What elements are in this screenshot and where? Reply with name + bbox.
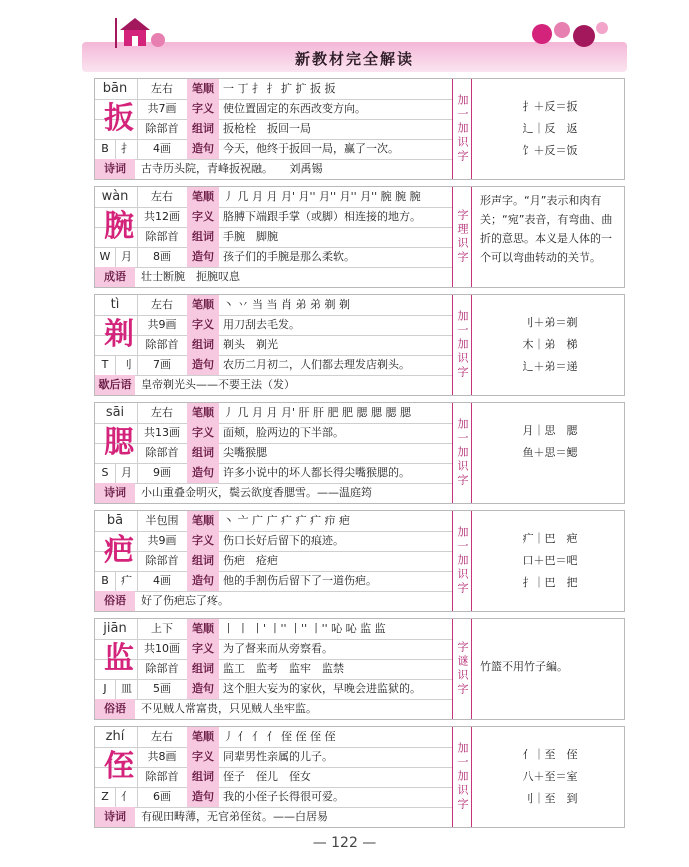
- remaining-strokes: 6画: [153, 790, 171, 803]
- side-label: 字谜识字: [456, 641, 469, 697]
- radical: 刂: [121, 358, 132, 371]
- meaning: 同辈男性亲属的儿子。: [223, 750, 333, 763]
- remaining-strokes: 5画: [153, 682, 171, 695]
- notes-panel: [472, 619, 622, 719]
- stroke-label: 笔顺: [187, 403, 219, 423]
- radical: 扌: [121, 142, 132, 155]
- example-sentence: 他的手割伤后留下了一道伤疤。: [223, 574, 377, 587]
- meaning: 面颊，脸两边的下半部。: [223, 426, 344, 439]
- radical: 疒: [121, 574, 132, 587]
- side-label: 字理识字: [456, 209, 469, 265]
- side-label: 加一加识字: [456, 526, 469, 596]
- initial-letter: T: [101, 358, 109, 371]
- pinyin: zhí: [105, 729, 125, 744]
- page-title: 新教材完全解读: [294, 50, 414, 68]
- side-label: 加一加识字: [456, 94, 469, 164]
- main-character: 腕: [104, 209, 134, 244]
- stroke-order: 丶 丷 当 当 肖 弟 弟 剃 剃: [223, 298, 350, 311]
- note-formula: 月｜思 腮: [522, 424, 578, 437]
- extra-text: 皇帝剃光头——不要王法（发）: [141, 378, 295, 391]
- example-sentence: 今天，他终于扳回一局，赢了一次。: [223, 142, 399, 155]
- note-formula: 八＋至＝室: [522, 770, 578, 783]
- example-sentence: 孩子们的手腕是那么柔软。: [223, 250, 355, 263]
- remaining-strokes: 9画: [153, 466, 171, 479]
- initial-letter: W: [99, 250, 111, 263]
- stroke-order: 丿 几 月 月 月' 肝 肝 肥 肥 腮 腮 腮 腮: [223, 406, 411, 419]
- meaning-label: 字义: [187, 747, 219, 767]
- stroke-count: 共9画: [147, 534, 177, 547]
- structure: 左右: [151, 82, 173, 95]
- remaining-strokes: 8画: [153, 250, 171, 263]
- note-formula: 辶＋弟＝递: [522, 360, 578, 373]
- stroke-order: 丿 几 月 月 月' 月'' 月'' 月'' 月'' 腕 腕 腕: [223, 190, 421, 203]
- radical: 亻: [121, 790, 132, 803]
- stroke-label: 笔顺: [187, 295, 219, 315]
- radical-label: 除部首: [145, 770, 179, 783]
- extra-tag: 俗语: [95, 591, 135, 611]
- pinyin: jiān: [103, 621, 127, 636]
- extra-text: 不见贼人常富贵，只见贼人坐牢监。: [141, 702, 317, 715]
- extra-text: 有砚田畴薄，无官弟侄贫。——白居易: [141, 810, 328, 823]
- meaning: 用刀刮去毛发。: [223, 318, 300, 331]
- character-card: [94, 294, 625, 396]
- radical: 月: [121, 466, 132, 479]
- words: 手腕 脚腕: [223, 230, 278, 243]
- main-character: 侄: [104, 749, 134, 784]
- note-formula: 疒｜巴 疤: [522, 532, 578, 545]
- example-sentence: 许多小说中的坏人都长得尖嘴猴腮的。: [223, 466, 410, 479]
- meaning: 伤口长好后留下的痕迹。: [223, 534, 344, 547]
- note-formula: 亻｜至 侄: [522, 748, 578, 761]
- riddle-text: 竹篮不用竹子編。: [480, 660, 568, 673]
- sentence-label: 造句: [187, 139, 219, 159]
- sentence-label: 造句: [187, 247, 219, 267]
- note-formula: 扌｜巴 把: [522, 576, 578, 589]
- meaning-label: 字义: [187, 315, 219, 335]
- stroke-count: 共7画: [147, 102, 177, 115]
- meaning: 胳膊下端跟手掌（或脚）相连接的地方。: [223, 210, 421, 223]
- extra-tag: 俗语: [95, 699, 135, 719]
- initial-letter: S: [101, 466, 109, 479]
- stroke-label: 笔顺: [187, 187, 219, 207]
- extra-tag: 诗词: [95, 807, 135, 827]
- meaning-label: 字义: [187, 531, 219, 551]
- radical-label: 除部首: [145, 230, 179, 243]
- words: 伤疤 疮疤: [223, 554, 278, 567]
- note-formula: 扌＋反＝扳: [522, 100, 578, 113]
- remaining-strokes: 4画: [153, 142, 171, 155]
- extra-text: 好了伤疤忘了疼。: [141, 594, 229, 607]
- note-formula: 辶｜反 返: [522, 122, 578, 135]
- note-formula: 刂｜至 到: [522, 792, 578, 805]
- notes-panel: [472, 511, 622, 611]
- words-label: 组词: [187, 335, 219, 355]
- main-character: 监: [104, 641, 134, 676]
- remaining-strokes: 7画: [153, 358, 171, 371]
- page-header: [82, 8, 627, 74]
- radical-label: 除部首: [145, 662, 179, 675]
- structure: 半包围: [145, 514, 179, 527]
- sentence-label: 造句: [187, 463, 219, 483]
- sentence-label: 造句: [187, 571, 219, 591]
- words-label: 组词: [187, 443, 219, 463]
- radical-label: 除部首: [145, 554, 179, 567]
- example-sentence: 我的小侄子长得很可爱。: [223, 790, 344, 803]
- main-character: 疤: [104, 533, 134, 568]
- extra-tag: 成语: [95, 267, 135, 287]
- notes-panel: [472, 295, 622, 395]
- character-card: [94, 618, 625, 720]
- character-card: [94, 510, 625, 612]
- example-sentence: 农历二月初二，人们都去理发店剃头。: [223, 358, 410, 371]
- words: 剃头 剃光: [223, 338, 278, 351]
- stroke-label: 笔顺: [187, 619, 219, 639]
- initial-letter: B: [101, 142, 109, 155]
- notes-panel: [472, 187, 622, 287]
- stroke-label: 笔顺: [187, 727, 219, 747]
- words-label: 组词: [187, 767, 219, 787]
- note-formula: 木｜弟 梯: [522, 338, 578, 351]
- main-character: 腮: [104, 425, 134, 460]
- note-formula: 鱼＋思＝鳃: [522, 446, 578, 459]
- stroke-order: 丨 丨 丨' 丨'' 丨'' 丨'' 吣 吣 监 监: [223, 622, 386, 635]
- structure: 上下: [151, 622, 173, 635]
- meaning-label: 字义: [187, 99, 219, 119]
- sentence-label: 造句: [187, 787, 219, 807]
- words-label: 组词: [187, 119, 219, 139]
- pinyin: bān: [102, 81, 128, 96]
- structure: 左右: [151, 730, 173, 743]
- example-sentence: 这个胆大妄为的家伙，早晚会进监狱的。: [223, 682, 421, 695]
- page-number: — 122 —: [312, 835, 377, 851]
- side-label: 加一加识字: [456, 742, 469, 812]
- initial-letter: B: [101, 574, 109, 587]
- stroke-count: 共9画: [147, 318, 177, 331]
- initial-letter: J: [103, 682, 107, 695]
- extra-tag: 歇后语: [95, 375, 135, 395]
- radical: 月: [121, 250, 132, 263]
- stroke-label: 笔顺: [187, 79, 219, 99]
- stroke-label: 笔顺: [187, 511, 219, 531]
- initial-letter: Z: [101, 790, 109, 803]
- words-label: 组词: [187, 551, 219, 571]
- flowers-icon: [522, 12, 622, 48]
- extra-text: 壮士断腕 扼腕叹息: [141, 270, 240, 283]
- structure: 左右: [151, 298, 173, 311]
- note-formula: 刂＋弟＝剃: [522, 316, 578, 329]
- stroke-order: 一 丁 扌 扌 扩 扩 扳 扳: [223, 82, 336, 95]
- main-character: 扳: [104, 101, 134, 136]
- radical: 皿: [121, 682, 132, 695]
- sentence-label: 造句: [187, 679, 219, 699]
- extra-text: 古寺历头院，青峰扳祝融。 刘禹锡: [141, 162, 323, 175]
- meaning-label: 字义: [187, 639, 219, 659]
- extra-tag: 诗词: [95, 159, 135, 179]
- words-label: 组词: [187, 227, 219, 247]
- notes-panel: [472, 79, 622, 179]
- notes-panel: [472, 403, 622, 503]
- main-character: 剃: [104, 317, 134, 352]
- character-card: [94, 726, 625, 828]
- extra-tag: 诗词: [95, 483, 135, 503]
- pinyin: wàn: [101, 189, 129, 204]
- radical-label: 除部首: [145, 122, 179, 135]
- stroke-order: 丶 亠 广 广 疒 疒 疒 疖 疤: [223, 514, 350, 527]
- pinyin: bā: [106, 513, 124, 528]
- stroke-order: 丿 亻 亻 亻 侄 侄 侄 侄: [223, 730, 336, 743]
- meaning-label: 字义: [187, 207, 219, 227]
- words: 尖嘴猴腮: [223, 446, 267, 459]
- stroke-count: 共8画: [147, 750, 177, 763]
- character-card: [94, 186, 625, 288]
- words: 监工 监考 监牢 监禁: [223, 662, 344, 675]
- words: 侄子 侄儿 侄女: [223, 770, 311, 783]
- stroke-count: 共13画: [144, 426, 180, 439]
- pinyin: tì: [110, 297, 120, 312]
- side-label: 加一加识字: [456, 310, 469, 380]
- radical-label: 除部首: [145, 446, 179, 459]
- words: 扳枪栓 扳回一局: [223, 122, 311, 135]
- note-text: 形声字。“月”表示和肉有关；“宛”表音，有弯曲、曲折的意思。本义是人体的一个可以弯曲转动的关节。: [480, 194, 613, 264]
- structure: 左右: [151, 190, 173, 203]
- character-card: [94, 402, 625, 504]
- house-icon: [110, 14, 180, 50]
- stroke-count: 共10画: [144, 642, 180, 655]
- stroke-count: 共12画: [144, 210, 180, 223]
- meaning-label: 字义: [187, 423, 219, 443]
- remaining-strokes: 4画: [153, 574, 171, 587]
- meaning: 为了督来而从旁察看。: [223, 642, 333, 655]
- side-label: 加一加识字: [456, 418, 469, 488]
- radical-label: 除部首: [145, 338, 179, 351]
- words-label: 组词: [187, 659, 219, 679]
- notes-panel: [472, 727, 622, 827]
- sentence-label: 造句: [187, 355, 219, 375]
- note-formula: 口＋巴＝吧: [522, 554, 578, 567]
- pinyin: sāi: [105, 405, 125, 420]
- character-card: [94, 78, 625, 180]
- structure: 左右: [151, 406, 173, 419]
- note-formula: 饣＋反＝饭: [522, 144, 578, 157]
- extra-text: 小山重叠金明灭，鬓云欲度香腮雪。——温庭筠: [141, 486, 372, 499]
- meaning: 使位置固定的东西改变方向。: [223, 102, 366, 115]
